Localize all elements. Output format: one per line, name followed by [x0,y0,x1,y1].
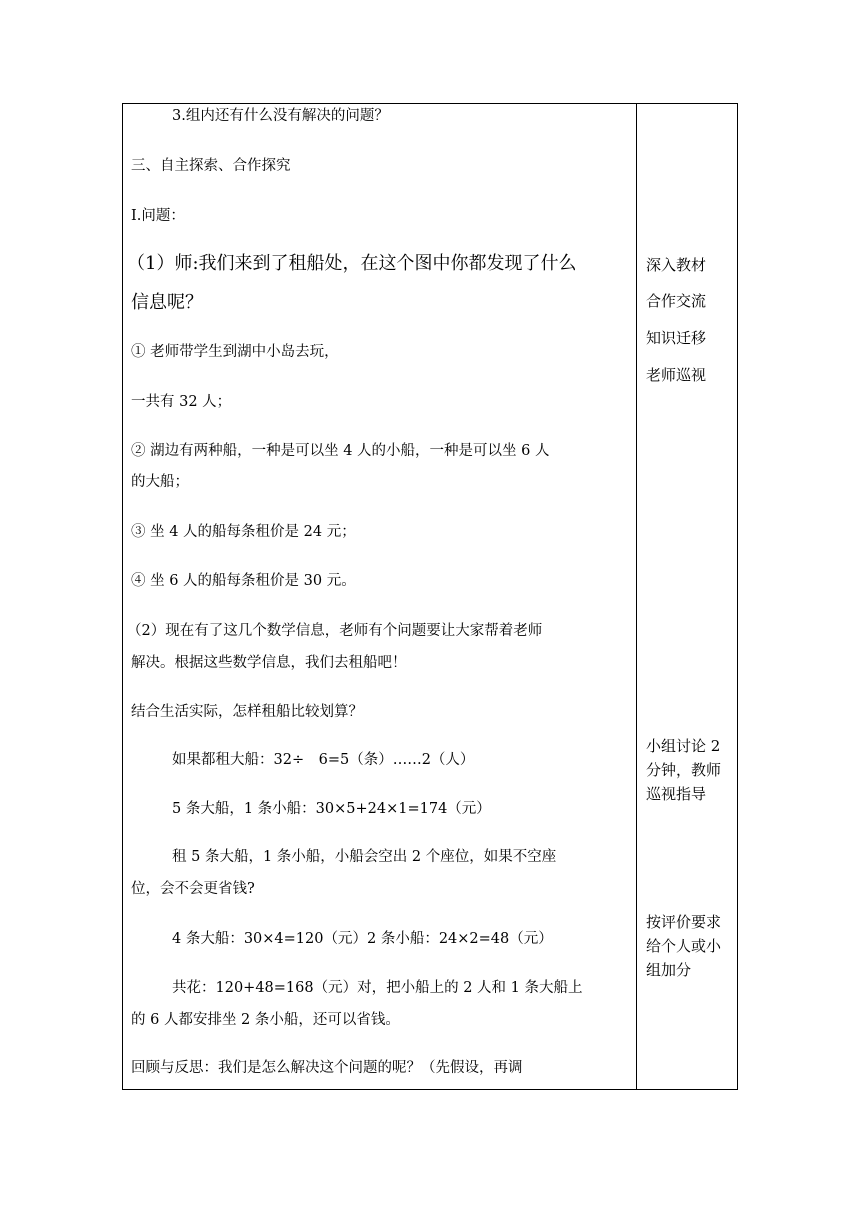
text-line: （1）师:我们来到了租船处，在这个图中你都发现了什么 [127,253,577,274]
text-line: 信息呢？ [131,292,203,313]
text-line: ② 湖边有两种船，一种是可以坐 4 人的小船，一种是可以坐 6 人 [131,443,550,459]
side-note: 知识迁移 [646,329,707,347]
text-line: 租 5 条大船，1 条小船，小船会空出 2 个座位，如果不空座 [172,849,557,865]
text-line: 如果都租大船：32÷ 6=5（条）……2（人） [172,752,475,768]
text-line: 回顾与反思：我们是怎么解决这个问题的呢？（先假设，再调 [131,1060,523,1076]
text-line: 的 6 人都安排坐 2 条小船，还可以省钱。 [131,1012,400,1028]
side-evaluation-note: 按评价要求给个人或小组加分 [646,913,722,979]
text-line: 位，会不会更省钱? [131,881,255,897]
side-note: 老师巡视 [646,366,707,384]
text-line: ① 老师带学生到湖中小岛去玩， [131,344,339,360]
section-heading: 三、自主探索、合作探究 [131,158,291,174]
text-line: 共花：120+48=168（元）对，把小船上的 2 人和 1 条大船上 [172,980,583,996]
text-line: 结合生活实际，怎样租船比较划算？ [131,704,363,720]
text-line: ④ 坐 6 人的船每条租价是 30 元。 [131,573,356,589]
text-line: 3.组内还有什么没有解决的问题？ [172,108,389,124]
column-divider [636,103,637,1090]
side-discussion-note: 小组讨论 2 分钟，教师巡视指导 [646,737,722,803]
text-line: 解决。根据这些数学信息，我们去租船吧！ [131,655,407,671]
text-line: 一共有 32 人； [131,394,232,410]
text-line: （2）现在有了这几个数学信息，老师有个问题要让大家帮着老师 [127,623,543,639]
text-line: 的大船； [131,474,189,490]
text-line: ③ 坐 4 人的船每条租价是 24 元； [131,524,356,540]
side-note: 深入教材 [646,256,707,274]
text-line: 5 条大船，1 条小船：30×5+24×1=174（元） [172,801,491,817]
text-line: 4 条大船：30×4=120（元）2 条小船：24×2=48（元） [172,931,553,947]
text-line: Ⅰ.问题： [131,208,185,224]
side-note: 合作交流 [646,292,707,310]
